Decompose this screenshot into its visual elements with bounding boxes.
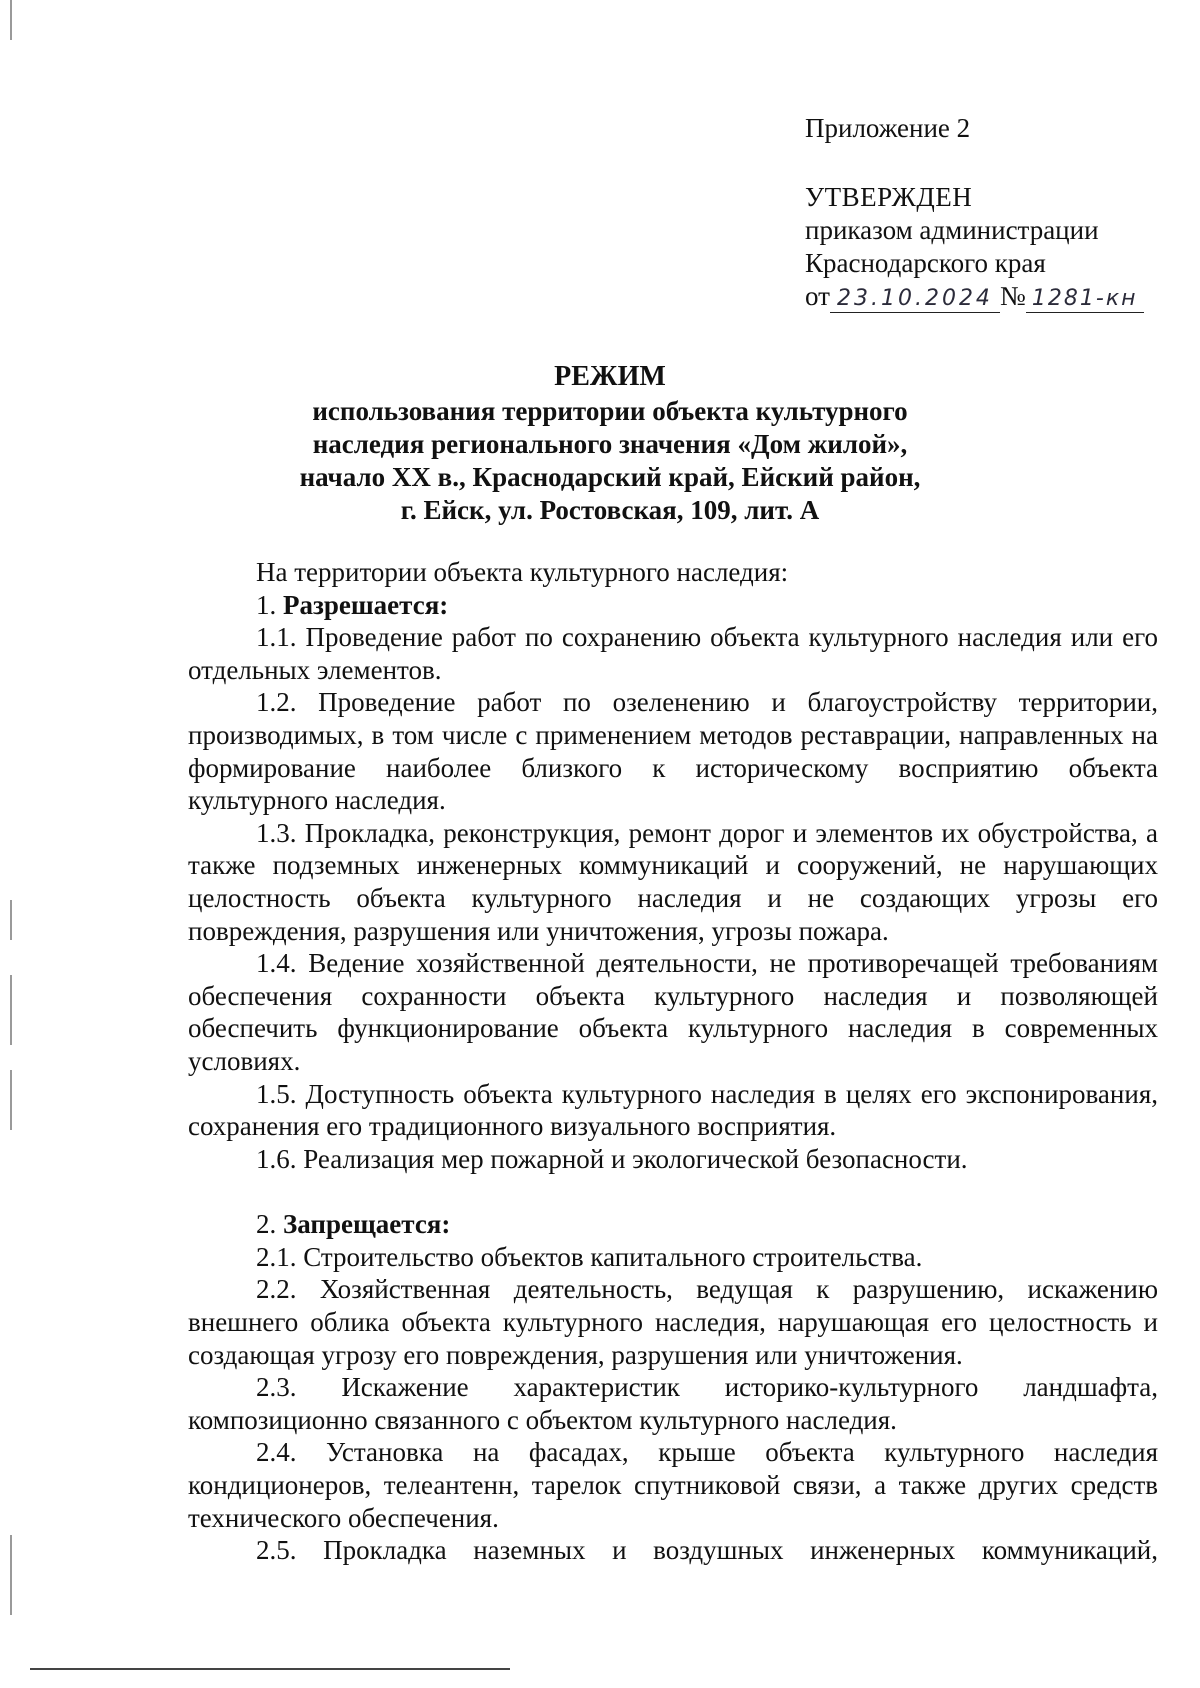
document-body xyxy=(188,556,1158,1567)
approval-line-1: приказом администрации xyxy=(805,215,1099,245)
list-item: 1.6. Реализация мер пожарной и экологической безопасности. xyxy=(256,1143,968,1174)
handwritten-date: 23.10.2024 xyxy=(830,286,1000,313)
section-gap xyxy=(188,1175,1158,1208)
section-heading-text: Разрешается: xyxy=(283,589,449,620)
list-item: 1.2. Проведение работ по озеленению и благоустройству территории, производимых, в том числе с применением методов реставрации, направленных на формирование наиболее близкого к историческому восприятию объекта культурного наследия. xyxy=(188,687,1158,816)
title-line: начало XX в., Краснодарский край, Ейский район, xyxy=(299,462,921,492)
title-main: РЕЖИМ xyxy=(554,361,666,392)
section-number: 1. xyxy=(256,589,277,620)
appendix-label: Приложение 2 xyxy=(805,113,971,143)
list-item: 2.3. Искажение характеристик историко-культурного ландшафта, композиционно связанного с объектом культурного наследия. xyxy=(188,1372,1158,1435)
section-2-heading xyxy=(188,1208,1158,1241)
list-item: 1.3. Прокладка, реконструкция, ремонт дорог и элементов их обустройства, а также подземных инженерных коммуникаций и сооружений, не нарушающих целостность объекта культурного наследия и не создающих угрозы его повреждения, разрушения или уничтожения, угрозы пожара. xyxy=(188,817,1158,946)
title-line: наследия регионального значения «Дом жилой», xyxy=(312,429,908,459)
list-item: 2.1. Строительство объектов капитального строительства. xyxy=(256,1241,923,1272)
document-title xyxy=(180,360,1040,527)
approval-block xyxy=(805,112,1144,313)
bottom-rule xyxy=(30,1668,510,1670)
intro-paragraph: На территории объекта культурного наследия: xyxy=(256,557,789,587)
section-number: 2. xyxy=(256,1209,277,1240)
list-item: 1.4. Ведение хозяйственной деятельности, не противоречащей требованиям обеспечения сохранности объекта культурного наследия и позволяющей обеспечить функционирование объекта культурного наследия в современных условиях. xyxy=(188,948,1158,1076)
number-prefix: № xyxy=(999,281,1026,311)
title-line: г. Ейск, ул. Ростовская, 109, лит. А xyxy=(400,495,820,525)
list-item: 2.4. Установка на фасадах, крыше объекта культурного наследия кондиционеров, телеантенн, тарелок спутниковой связи, а также других средств технического обеспечения. xyxy=(188,1437,1158,1533)
list-item: 2.5. Прокладка наземных и воздушных инженерных коммуникаций, xyxy=(256,1535,1158,1566)
approval-line-2: Краснодарского края xyxy=(805,248,1046,278)
list-item: 2.2. Хозяйственная деятельность, ведущая к разрушению, искажению внешнего облика объекта культурного наследия, нарушающая его целостность и создающая угрозу его повреждения, разрушения или уничтожения. xyxy=(188,1274,1158,1370)
scan-edge-marks xyxy=(10,0,13,1688)
section-1-heading xyxy=(188,589,1158,622)
section-heading-text: Запрещается: xyxy=(283,1209,451,1240)
list-item: 1.1. Проведение работ по сохранению объекта культурного наследия или его отдельных элементов. xyxy=(188,622,1158,685)
title-line: использования территории объекта культурного xyxy=(312,396,908,426)
date-prefix: от xyxy=(805,281,830,311)
handwritten-number: 1281-кн xyxy=(1026,286,1144,313)
date-number-line xyxy=(805,280,1144,313)
approved-label: УТВЕРЖДЕН xyxy=(805,182,973,212)
list-item: 1.5. Доступность объекта культурного наследия в целях его экспонирования, сохранения его традиционного визуального восприятия. xyxy=(188,1078,1158,1142)
